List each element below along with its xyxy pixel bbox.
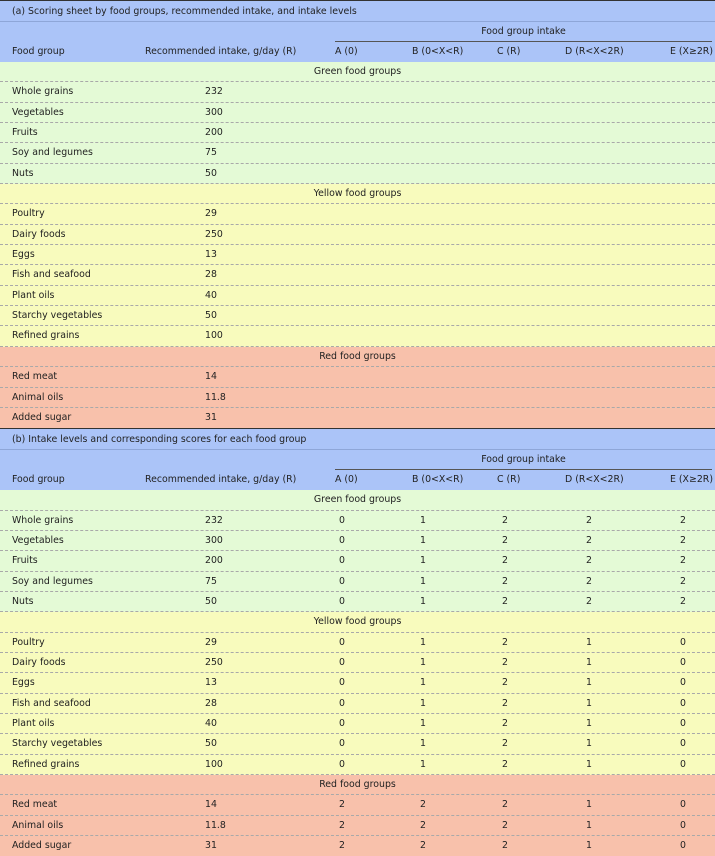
score-e: 2 [680,514,686,526]
recommended-intake-value: 250 [205,228,223,240]
score-d: 1 [586,636,592,648]
score-d: 1 [586,738,592,750]
score-b: 1 [420,514,426,526]
recommended-intake-value: 232 [205,86,223,98]
score-a: 0 [339,575,345,587]
score-b: 2 [420,819,426,831]
table-row [0,82,715,102]
table-caption: (a) Scoring sheet by food groups, recommended intake, and intake levels [0,1,715,22]
table-row [0,367,715,387]
recommended-intake-value: 100 [205,330,223,342]
food-group-name: Red meat [12,371,58,383]
section-red [0,347,715,428]
food-group-name: Soy and legumes [12,147,93,159]
food-group-name: Fish and seafood [12,269,91,281]
recommended-intake-value: 40 [205,717,217,729]
table-row [0,633,715,653]
score-d: 1 [586,840,592,852]
table-row [0,836,715,856]
table-row [0,714,715,734]
food-group-name: Poultry [12,636,45,648]
food-group-name: Fish and seafood [12,697,91,709]
table-row [0,694,715,714]
table-header [0,429,715,490]
recommended-intake-value: 300 [205,534,223,546]
table-row [0,143,715,163]
score-a: 2 [339,819,345,831]
table-row [0,306,715,326]
food-group-name: Vegetables [12,534,64,546]
score-c: 2 [502,840,508,852]
score-d: 1 [586,799,592,811]
score-d: 1 [586,819,592,831]
column-header-row [0,470,715,490]
score-c: 2 [502,534,508,546]
table-row [0,123,715,143]
recommended-intake-value: 232 [205,514,223,526]
food-group-name: Poultry [12,208,45,220]
food-group-name: Whole grains [12,514,74,526]
score-e: 0 [680,840,686,852]
recommended-intake-value: 75 [205,575,217,587]
score-e: 0 [680,738,686,750]
table-row [0,408,715,428]
score-e: 0 [680,677,686,689]
food-group-intake-header: Food group intake [335,450,712,470]
score-b: 1 [420,697,426,709]
table-row [0,673,715,693]
score-a: 0 [339,555,345,567]
score-c: 2 [502,717,508,729]
section-yellow [0,184,715,347]
food-group-name: Eggs [12,677,35,689]
table-row [0,245,715,265]
score-c: 2 [502,697,508,709]
score-e: 2 [680,555,686,567]
food-group-name: Refined grains [12,758,80,770]
score-b: 1 [420,738,426,750]
score-a: 2 [339,840,345,852]
section-label: Yellow food groups [0,612,715,632]
table-row [0,572,715,592]
score-d: 2 [586,575,592,587]
score-e: 0 [680,636,686,648]
intake-level-header-a: A (0) [335,46,358,57]
recommended-intake-value: 300 [205,106,223,118]
column-header-row [0,42,715,62]
table-row [0,755,715,775]
recommended-intake-value: 40 [205,289,217,301]
table-row [0,164,715,184]
recommended-intake-value: 100 [205,758,223,770]
recommended-intake-header: Recommended intake, g/day (R) [145,474,297,486]
recommended-intake-value: 200 [205,127,223,139]
food-group-name: Fruits [12,127,38,139]
table-row [0,592,715,612]
table-row [0,795,715,815]
table-row [0,286,715,306]
score-b: 2 [420,840,426,852]
recommended-intake-value: 31 [205,840,217,852]
recommended-intake-value: 31 [205,411,217,423]
recommended-intake-value: 29 [205,208,217,220]
food-group-name: Starchy vegetables [12,310,103,322]
score-c: 2 [502,738,508,750]
section-green [0,490,715,612]
section-red [0,775,715,856]
score-b: 1 [420,595,426,607]
score-e: 0 [680,697,686,709]
recommended-intake-value: 11.8 [205,819,226,831]
food-group-name: Added sugar [12,840,72,852]
score-e: 0 [680,819,686,831]
intake-level-header-d: D (R<X<2R) [565,474,624,486]
score-d: 1 [586,717,592,729]
intake-level-header-e: E (X≥2R) [670,46,713,57]
score-e: 0 [680,799,686,811]
score-d: 1 [586,758,592,770]
score-d: 1 [586,697,592,709]
score-b: 1 [420,656,426,668]
score-b: 1 [420,758,426,770]
score-c: 2 [502,677,508,689]
score-b: 1 [420,677,426,689]
recommended-intake-value: 50 [205,738,217,750]
score-a: 0 [339,758,345,770]
section-yellow [0,612,715,775]
column-headers [0,22,715,62]
score-b: 1 [420,636,426,648]
food-group-name: Added sugar [12,411,72,423]
section-label: Green food groups [0,62,715,82]
score-a: 0 [339,636,345,648]
score-c: 2 [502,819,508,831]
column-headers [0,450,715,490]
intake-level-header-a: A (0) [335,474,358,486]
section-green [0,62,715,184]
food-group-name: Fruits [12,555,38,567]
section-label: Green food groups [0,490,715,510]
recommended-intake-value: 29 [205,636,217,648]
food-group-name: Plant oils [12,289,55,301]
table-row [0,225,715,245]
table-row [0,734,715,754]
table-row [0,103,715,123]
score-d: 1 [586,656,592,668]
score-e: 2 [680,595,686,607]
recommended-intake-value: 14 [205,799,217,811]
recommended-intake-value: 50 [205,595,217,607]
table-row [0,388,715,408]
score-b: 1 [420,534,426,546]
score-c: 2 [502,575,508,587]
table-part-a [0,1,715,428]
recommended-intake-value: 50 [205,167,217,179]
food-group-name: Nuts [12,167,34,179]
food-group-name: Whole grains [12,86,74,98]
recommended-intake-value: 13 [205,677,217,689]
food-group-name: Dairy foods [12,228,66,240]
section-label: Red food groups [0,775,715,795]
recommended-intake-value: 13 [205,249,217,261]
food-group-name: Refined grains [12,330,80,342]
food-group-name: Soy and legumes [12,575,93,587]
score-e: 2 [680,534,686,546]
intake-level-header-d: D (R<X<2R) [565,46,624,57]
table-row [0,653,715,673]
score-c: 2 [502,799,508,811]
food-group-name: Plant oils [12,717,55,729]
score-a: 0 [339,697,345,709]
score-c: 2 [502,555,508,567]
score-d: 2 [586,555,592,567]
score-a: 0 [339,677,345,689]
score-d: 1 [586,677,592,689]
food-group-intake-header: Food group intake [335,22,712,42]
table-part-b [0,428,715,856]
recommended-intake-value: 200 [205,555,223,567]
score-b: 1 [420,555,426,567]
recommended-intake-value: 50 [205,310,217,322]
food-group-name: Animal oils [12,391,64,403]
score-c: 2 [502,595,508,607]
table-row [0,204,715,224]
food-group-name: Starchy vegetables [12,738,103,750]
food-group-name: Red meat [12,799,58,811]
score-a: 0 [339,514,345,526]
recommended-intake-value: 28 [205,269,217,281]
recommended-intake-value: 250 [205,656,223,668]
section-label: Yellow food groups [0,184,715,204]
score-c: 2 [502,656,508,668]
score-b: 2 [420,799,426,811]
table-header [0,1,715,62]
score-e: 0 [680,717,686,729]
intake-level-header-b: B (0<X<R) [412,474,464,486]
score-c: 2 [502,758,508,770]
score-b: 1 [420,717,426,729]
score-a: 2 [339,799,345,811]
intake-level-header-c: C (R) [497,46,521,57]
recommended-intake-value: 28 [205,697,217,709]
score-a: 0 [339,595,345,607]
recommended-intake-value: 14 [205,371,217,383]
score-a: 0 [339,656,345,668]
intake-level-header-e: E (X≥2R) [670,474,713,486]
table-row [0,551,715,571]
score-c: 2 [502,514,508,526]
score-b: 1 [420,575,426,587]
intake-level-header-b: B (0<X<R) [412,46,464,57]
food-group-header: Food group [12,46,65,57]
table-row [0,265,715,285]
score-a: 0 [339,738,345,750]
score-d: 2 [586,514,592,526]
food-group-name: Animal oils [12,819,64,831]
table-caption: (b) Intake levels and corresponding scores for each food group [0,429,715,450]
recommended-intake-header: Recommended intake, g/day (R) [145,46,297,57]
table-row [0,326,715,346]
food-group-header: Food group [12,474,65,486]
section-label: Red food groups [0,347,715,367]
score-c: 2 [502,636,508,648]
food-group-name: Eggs [12,249,35,261]
score-a: 0 [339,534,345,546]
score-e: 2 [680,575,686,587]
food-group-name: Vegetables [12,106,64,118]
score-a: 0 [339,717,345,729]
score-d: 2 [586,595,592,607]
score-d: 2 [586,534,592,546]
food-group-name: Nuts [12,595,34,607]
table-row [0,511,715,531]
table-row [0,531,715,551]
table-row [0,816,715,836]
food-group-name: Dairy foods [12,656,66,668]
score-e: 0 [680,656,686,668]
intake-level-header-c: C (R) [497,474,521,486]
score-e: 0 [680,758,686,770]
recommended-intake-value: 75 [205,147,217,159]
recommended-intake-value: 11.8 [205,391,226,403]
